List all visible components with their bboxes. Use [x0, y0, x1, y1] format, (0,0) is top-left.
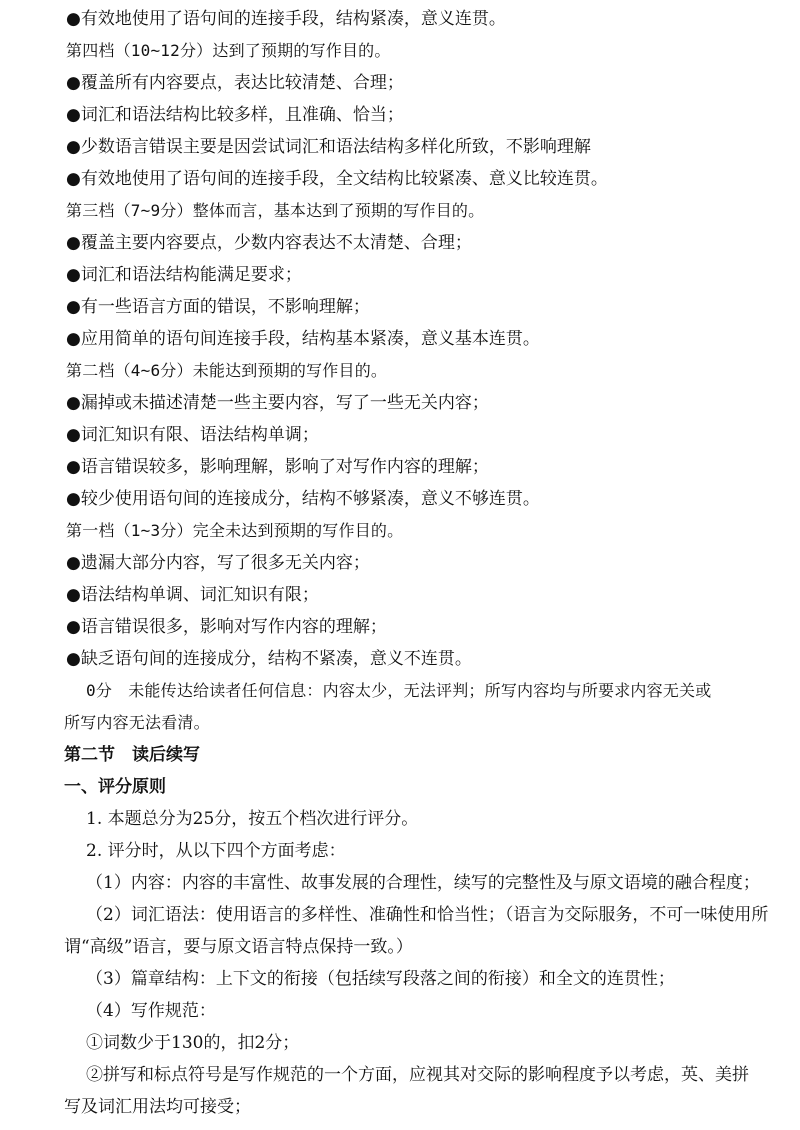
text-line: ●有一些语言方面的错误，不影响理解； — [66, 297, 370, 317]
text-line: （1）内容：内容的丰富性、故事发展的合理性，续写的完整性及与原文语境的融合程度； — [86, 873, 760, 893]
text-line: 1. 本题总分为25分，按五个档次进行评分。 — [86, 809, 419, 829]
level-heading: 第二档（4~6分）未能达到预期的写作目的。 — [66, 361, 388, 380]
section-title: 第二节 读后续写 — [64, 745, 200, 765]
text-line: ①词数少于130的，扣2分； — [86, 1033, 300, 1053]
text-line: ●应用简单的语句间连接手段，结构基本紧凑，意义基本连贯。 — [66, 329, 540, 349]
text-line: 写及词汇用法均可接受； — [64, 1097, 251, 1117]
text-line: ●词汇知识有限、语法结构单调； — [66, 425, 319, 445]
text-line: （2）词汇语法：使用语言的多样性、准确性和恰当性；（语言为交际服务，不可一味使用所 — [86, 905, 769, 925]
text-line: ●语法结构单调、词汇知识有限； — [66, 585, 319, 605]
text-line: 2. 评分时，从以下四个方面考虑： — [86, 841, 346, 861]
text-line: ●漏掉或未描述清楚一些主要内容，写了一些无关内容； — [66, 393, 489, 413]
level-heading: 第三档（7~9分）整体而言，基本达到了预期的写作目的。 — [66, 201, 485, 220]
text-line: 谓“高级”语言，要与原文语言特点保持一致。） — [64, 937, 413, 957]
text-line: ●覆盖主要内容要点，少数内容表达不太清楚、合理； — [66, 233, 472, 253]
text-line: ●有效地使用了语句间的连接手段，结构紧凑，意义连贯。 — [66, 9, 506, 29]
text-line: ●词汇和语法结构比较多样，且准确、恰当； — [66, 105, 404, 125]
text-line: （3）篇章结构：上下文的衔接（包括续写段落之间的衔接）和全文的连贯性； — [86, 969, 675, 989]
text-line: ②拼写和标点符号是写作规范的一个方面，应视其对交际的影响程度予以考虑，英、美拼 — [86, 1065, 749, 1085]
text-line: ●缺乏语句间的连接成分，结构不紧凑，意义不连贯。 — [66, 649, 472, 669]
text-line: ●语言错误很多，影响对写作内容的理解； — [66, 617, 387, 637]
text-line: ●少数语言错误主要是因尝试词汇和语法结构多样化所致，不影响理解 — [66, 137, 591, 157]
subsection-title: 一、评分原则 — [64, 777, 166, 797]
level-heading: 第一档（1~3分）完全未达到预期的写作目的。 — [66, 521, 404, 540]
text-line: ●较少使用语句间的连接成分，结构不够紧凑，意义不够连贯。 — [66, 489, 540, 509]
text-line: ●有效地使用了语句间的连接手段，全文结构比较紧凑、意义比较连贯。 — [66, 169, 608, 189]
text-line: ●词汇和语法结构能满足要求； — [66, 265, 302, 285]
text-line: 0分 未能传达给读者任何信息：内容太少，无法评判；所写内容均与所要求内容无关或 — [86, 681, 712, 700]
text-line: ●语言错误较多，影响理解，影响了对写作内容的理解； — [66, 457, 489, 477]
level-heading: 第四档（10~12分）达到了预期的写作目的。 — [66, 41, 391, 60]
text-line: （4）写作规范： — [86, 1001, 216, 1021]
text-line: ●覆盖所有内容要点，表达比较清楚、合理； — [66, 73, 404, 93]
text-line: 所写内容无法看清。 — [64, 713, 210, 732]
text-line: ●遗漏大部分内容，写了很多无关内容； — [66, 553, 370, 573]
